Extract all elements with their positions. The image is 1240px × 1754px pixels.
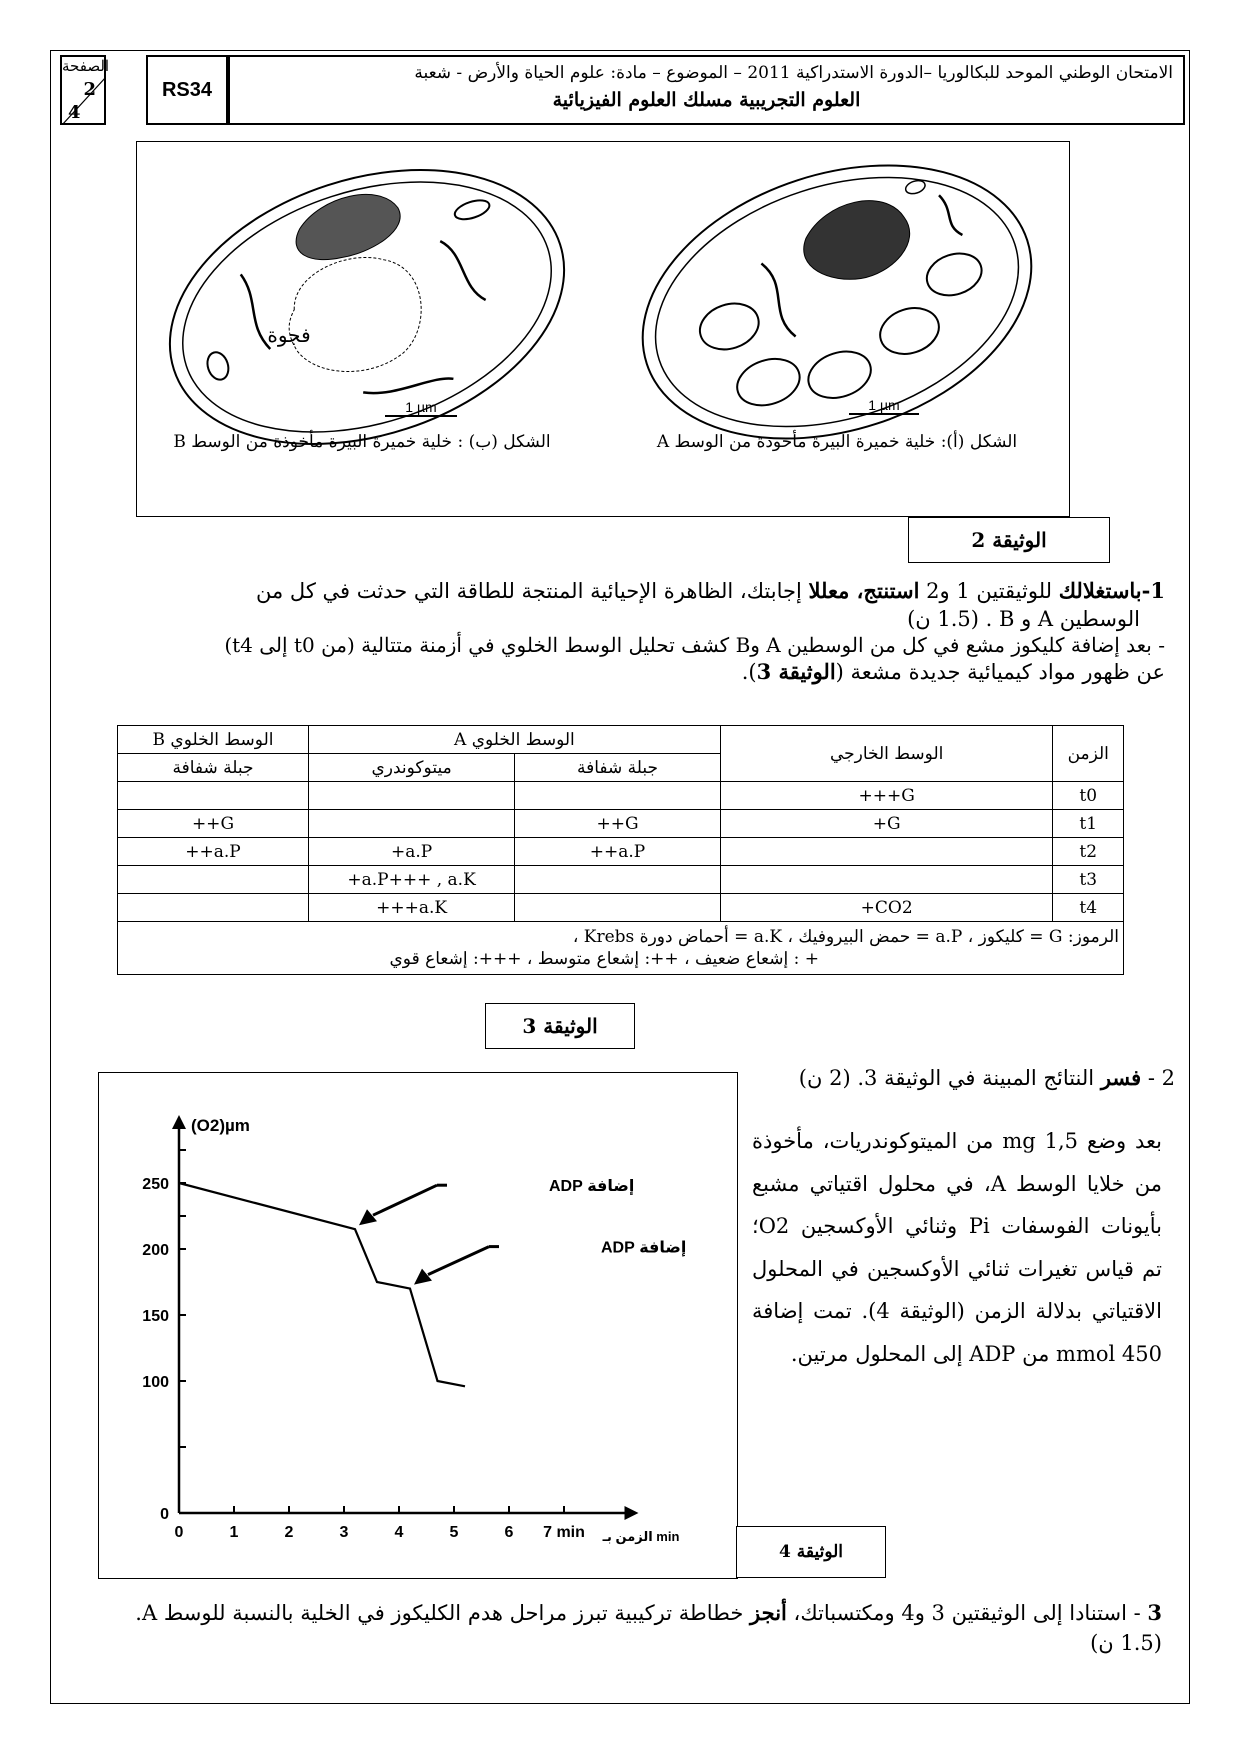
y-tick-label: 250 (142, 1176, 169, 1193)
doc2-label: الوثيقة 2 (908, 517, 1110, 563)
q1-text2: إجابتك، الظاهرة الإحيائية المنتجة للطاقة التي حدثت في كل من (256, 579, 809, 603)
x-tick-label: 2 (284, 1524, 294, 1541)
table-row (118, 894, 1124, 922)
cell-time: t0 (1053, 782, 1124, 810)
q2-bold: فسر (1100, 1065, 1142, 1090)
q3-bold: أنجز (750, 1600, 787, 1625)
th-medium-b: الوسط الخلوي B (118, 726, 309, 754)
exam-title-box (228, 55, 1185, 125)
table-row (118, 810, 1124, 838)
cell-external (720, 866, 1053, 894)
exam-code-box (146, 55, 228, 125)
x-axis-arrow (625, 1506, 639, 1520)
cell-b-hyalo (118, 866, 309, 894)
cell-b-hyalo: G++ (118, 810, 309, 838)
cell-time: t4 (1053, 894, 1124, 922)
annotation-arrow (373, 1185, 437, 1215)
cell-a-hyalo: a.P++ (515, 838, 721, 866)
cell-external: CO2+ (720, 894, 1053, 922)
y-axis-arrow (172, 1115, 186, 1129)
y-axis-label: (O2)µm (191, 1116, 250, 1135)
q3-text2: خطاطة تركيبية تبرز مراحل هدم الكليكوز في الخلية بالنسبة للوسط A. (135, 1601, 751, 1625)
annotation-label: إضافة ADP (549, 1178, 635, 1196)
page-label: الصفحة (62, 57, 110, 75)
legend-line2: + : إشعاع ضعيف ، ++: إشعاع متوسط ، +++: إشعاع قوي (389, 949, 819, 969)
q1-number: 1- (1141, 578, 1165, 603)
x-tick-label: 5 (449, 1524, 459, 1541)
scale-bar-right: 1 µm (868, 397, 900, 413)
x-tick-label: 3 (339, 1524, 349, 1541)
q2-number: 2 - (1141, 1066, 1175, 1090)
cell-a-hyalo: G++ (515, 810, 721, 838)
cell-time: t1 (1053, 810, 1124, 838)
x-tick-label: 7 min (543, 1524, 585, 1541)
annotation-label: إضافة ADP (601, 1239, 687, 1257)
table-row (118, 838, 1124, 866)
y-tick-label: 150 (142, 1308, 169, 1325)
page-number-box (60, 55, 110, 125)
cell-b-hyalo: a.P++ (118, 838, 309, 866)
page-total: 4 (68, 102, 81, 123)
vacuole-b (273, 241, 437, 389)
x-tick-label: 4 (394, 1524, 404, 1541)
cell-external: G+ (720, 810, 1053, 838)
annotation-arrowhead (414, 1269, 432, 1285)
question-2 (775, 1063, 1175, 1093)
q2-text: النتائج المبينة في الوثيقة 3. (2 ن) (798, 1066, 1101, 1090)
q1-line3: - بعد إضافة كليكوز مشع في كل من الوسطين A وB كشف تحليل الوسط الخلوي في أزمنة متتالية (من t0 إلى t4) (224, 633, 1165, 657)
q2-paragraph: بعد وضع 1,5 mg من الميتوكوندريات، مأخوذة من خلايا الوسط A، في محلول اقتياتي مشبع بأيونات الفوسفات Pi وثنائي الأوكسجين O2؛ تم قياس تغيرات ثنائي الأوكسجين في المحلول الاقتياتي بدلالة الزمن (الوثيقة 4). تمت إضافة 450 mmol من ADP إلى المحلول مرتين. (752, 1129, 1162, 1366)
th-external: الوسط الخارجي (720, 726, 1053, 782)
yeast-cells-illustration (137, 142, 1069, 516)
q1-line4a: عن ظهور مواد كيميائية جديدة مشعة ( (835, 660, 1165, 684)
caption-b: الشكل (ب) : خلية خميرة البيرة مأخوذة من الوسط B (173, 432, 551, 452)
mitochondrion (694, 296, 765, 356)
nucleus-b (287, 183, 408, 271)
q1-line2: الوسطين A و B . (1.5 ن) (907, 607, 1140, 631)
q3-line2: (1.5 ن) (1090, 1631, 1162, 1655)
th-mito-a: ميتوكوندري (308, 754, 514, 782)
legend-line1: الرموز: G = كليكوز ، a.P = حمض البيروفيك ، a.K = أحماض دورة Krebs ، (572, 927, 1119, 947)
question-3 (62, 1598, 1162, 1628)
cell-a-hyalo (515, 894, 721, 922)
y-tick-label: 200 (142, 1242, 169, 1259)
doc4-chart-box (98, 1072, 738, 1579)
x-axis-label: الزمن بـ min (602, 1529, 680, 1544)
th-time: الزمن (1053, 726, 1124, 782)
doc3-label: الوثيقة 3 (485, 1003, 635, 1049)
q1-bold1: باستغلالك (1058, 578, 1142, 603)
cell-a-mito: a.P+++ , a.K+ (308, 866, 514, 894)
doc2-figure-box (136, 141, 1070, 517)
y-tick-label: 100 (142, 1374, 169, 1391)
x-tick-label: 6 (504, 1524, 514, 1541)
th-hyalo-b: جبلة شفافة (118, 754, 309, 782)
question-1 (75, 576, 1165, 606)
cell-b-hyalo (118, 894, 309, 922)
cell-b-hyalo (118, 782, 309, 810)
o2-chart (99, 1073, 737, 1578)
doc3-table (117, 725, 1124, 975)
doc4-label: الوثيقة 4 (736, 1526, 886, 1578)
o2-series-line (179, 1183, 465, 1386)
scale-bar-left: 1 µm (405, 399, 437, 415)
annotation-arrow (428, 1247, 489, 1275)
q3-number: 3 (1147, 1600, 1162, 1625)
exam-code: RS34 (161, 78, 213, 101)
cell-a-mito: a.K+++ (308, 894, 514, 922)
mitochondrion (802, 344, 876, 406)
th-medium-a: الوسط الخلوي A (308, 726, 720, 754)
x-tick-label: 0 (174, 1524, 184, 1541)
q1-bold2: استنتج، معللا (808, 578, 920, 603)
th-hyalo-a: جبلة شفافة (515, 754, 721, 782)
vacuole-label: فجوة (267, 325, 311, 347)
annotation-arrowhead (359, 1209, 377, 1225)
q1-text1: للوثيقتين 1 و2 (919, 579, 1059, 603)
x-tick-label: 1 (229, 1524, 239, 1541)
cell-time: t2 (1053, 838, 1124, 866)
cell-a-hyalo (515, 866, 721, 894)
table-row (118, 782, 1124, 810)
q1-line4 (55, 657, 1165, 687)
y-tick-label: 0 (160, 1506, 169, 1523)
nucleus-a (794, 188, 920, 293)
exam-title-line1: الامتحان الوطني الموحد للبكالوريا –الدورة الاستدراكية 2011 – الموضوع – مادة: علوم الحياة والأرض - شعبة (414, 63, 1173, 83)
mitochondrion (874, 301, 945, 361)
doc3-legend (118, 922, 1124, 975)
cell-external (720, 838, 1053, 866)
cell-a-mito (308, 782, 514, 810)
exam-title-line2: العلوم التجريبية مسلك العلوم الفيزيائية (552, 89, 861, 111)
q1-line4-bold: الوثيقة 3 (756, 659, 836, 684)
mitochondrion (731, 351, 805, 413)
mitochondrion (921, 247, 987, 302)
table-row (118, 866, 1124, 894)
cell-time: t3 (1053, 866, 1124, 894)
caption-a: الشكل (أ): خلية خميرة البيرة مأخوذة من الوسط A (656, 432, 1018, 452)
page-number: 2 (83, 79, 96, 100)
cell-a-mito (308, 810, 514, 838)
q1-line4c: ). (741, 660, 757, 684)
cell-a-hyalo (515, 782, 721, 810)
cell-external: G+++ (720, 782, 1053, 810)
cell-a-mito: a.P+ (308, 838, 514, 866)
q3-text1: - استنادا إلى الوثيقتين 3 و4 ومكتسباتك، (786, 1601, 1148, 1625)
